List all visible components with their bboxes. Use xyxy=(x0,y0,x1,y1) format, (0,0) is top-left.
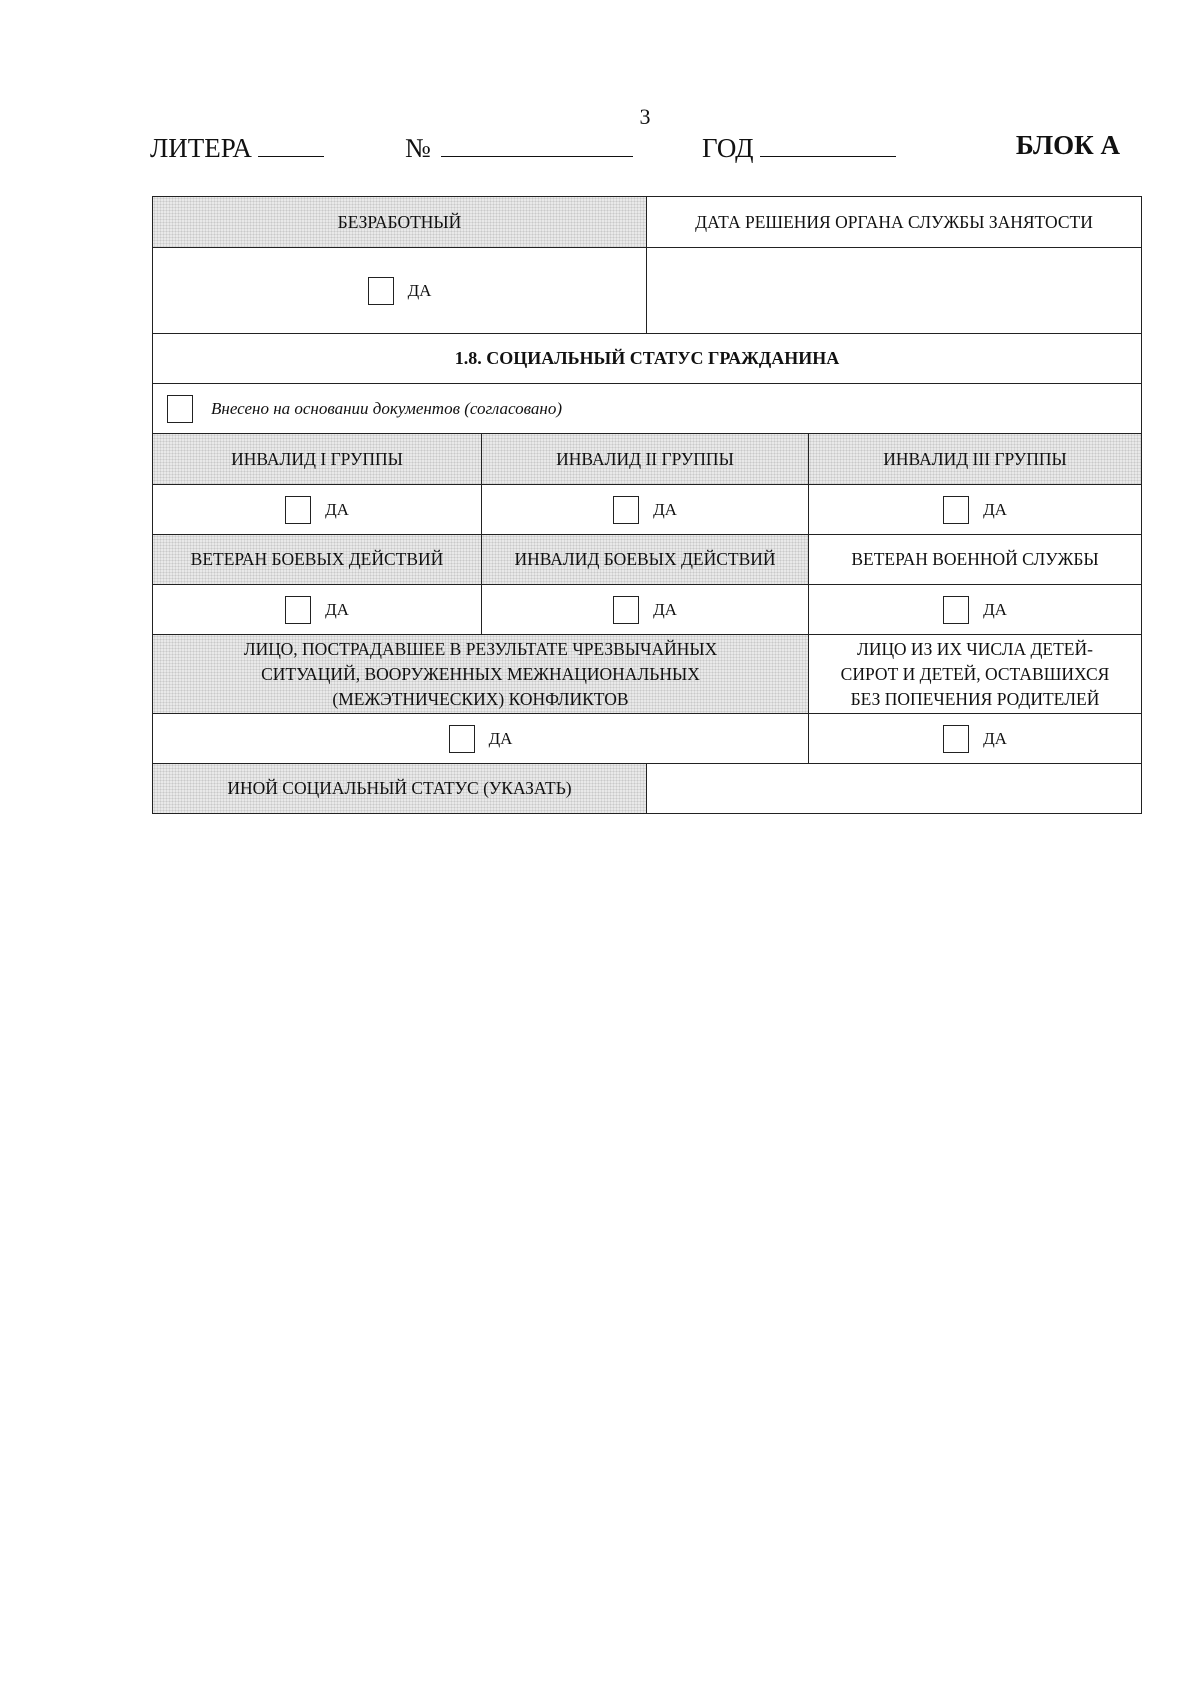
emergency-victim-cell xyxy=(153,714,808,763)
unemployed-yes-label: ДА xyxy=(407,280,432,300)
disability-group-2-label: ИНВАЛИД II ГРУППЫ xyxy=(481,434,808,484)
military-veteran-checkbox[interactable] xyxy=(943,596,969,624)
unemployed-header-row xyxy=(153,197,1141,247)
disability-group-2-checkbox[interactable] xyxy=(613,496,639,524)
disability-group-3-label: ИНВАЛИД III ГРУППЫ xyxy=(808,434,1141,484)
disability-group-3-checkbox[interactable] xyxy=(943,496,969,524)
other-status-input[interactable] xyxy=(646,764,1141,813)
emergency-victim-line-2: СИТУАЦИЙ, ВООРУЖЕННЫХ МЕЖНАЦИОНАЛЬНЫХ xyxy=(261,663,700,684)
disability-group-2-cell xyxy=(481,485,808,534)
disability-header-row xyxy=(153,433,1141,484)
orphan-line-1: ЛИЦО ИЗ ИХ ЧИСЛА ДЕТЕЙ- xyxy=(857,638,1093,659)
military-veteran-yes: ДА xyxy=(983,599,1007,619)
special-category-header-row xyxy=(153,634,1141,713)
combat-disabled-yes: ДА xyxy=(653,599,677,619)
veteran-header-row xyxy=(153,534,1141,584)
orphan-yes: ДА xyxy=(983,728,1007,748)
form-header xyxy=(150,130,1120,170)
other-status-row xyxy=(153,763,1141,813)
disability-group-1-yes: ДА xyxy=(325,499,349,519)
year-blank[interactable] xyxy=(760,130,896,157)
year-field xyxy=(702,130,896,164)
orphan-checkbox[interactable] xyxy=(943,725,969,753)
social-status-form xyxy=(152,196,1142,814)
document-note-text: Внесено на основании документов (согласовано) xyxy=(211,398,562,418)
emergency-victim-checkbox[interactable] xyxy=(449,725,475,753)
number-blank[interactable] xyxy=(441,130,633,157)
other-status-label: ИНОЙ СОЦИАЛЬНЫЙ СТАТУС (УКАЗАТЬ) xyxy=(153,764,646,813)
decision-date-label: ДАТА РЕШЕНИЯ ОРГАНА СЛУЖБЫ ЗАНЯТОСТИ xyxy=(646,197,1141,247)
combat-veteran-cell xyxy=(153,585,481,634)
emergency-victim-text xyxy=(244,637,718,712)
disability-value-row xyxy=(153,484,1141,534)
block-label: БЛОК А xyxy=(1015,130,1120,160)
emergency-victim-line-3: (МЕЖЭТНИЧЕСКИХ) КОНФЛИКТОВ xyxy=(332,688,629,709)
disability-group-1-label: ИНВАЛИД I ГРУППЫ xyxy=(153,434,481,484)
litera-blank[interactable] xyxy=(258,130,324,157)
combat-disabled-label: ИНВАЛИД БОЕВЫХ ДЕЙСТВИЙ xyxy=(481,535,808,584)
special-category-value-row xyxy=(153,713,1141,763)
orphan-line-3: БЕЗ ПОПЕЧЕНИЯ РОДИТЕЛЕЙ xyxy=(850,688,1100,709)
year-label: ГОД xyxy=(702,133,754,163)
military-veteran-cell xyxy=(808,585,1141,634)
orphan-cell xyxy=(808,714,1141,763)
orphan-label xyxy=(808,635,1141,713)
page-number: 3 xyxy=(639,104,651,129)
orphan-line-2: СИРОТ И ДЕТЕЙ, ОСТАВШИХСЯ xyxy=(840,663,1110,684)
emergency-victim-yes: ДА xyxy=(488,728,513,748)
litera-label: ЛИТЕРА xyxy=(150,133,252,163)
orphan-text xyxy=(841,637,1110,712)
emergency-victim-line-1: ЛИЦО, ПОСТРАДАВШЕЕ В РЕЗУЛЬТАТЕ ЧРЕЗВЫЧАЙНЫХ xyxy=(243,638,718,659)
unemployed-label: БЕЗРАБОТНЫЙ xyxy=(153,197,646,247)
unemployed-yes-cell xyxy=(153,248,646,333)
litera-field xyxy=(150,130,324,164)
document-note-row xyxy=(153,383,1141,433)
disability-group-3-cell xyxy=(808,485,1141,534)
section-title: 1.8. СОЦИАЛЬНЫЙ СТАТУС ГРАЖДАНИНА xyxy=(454,348,840,368)
number-label: № xyxy=(405,133,431,163)
document-note-cell xyxy=(153,384,1141,433)
combat-disabled-checkbox[interactable] xyxy=(613,596,639,624)
disability-group-1-checkbox[interactable] xyxy=(285,496,311,524)
veteran-value-row xyxy=(153,584,1141,634)
emergency-victim-label xyxy=(153,635,808,713)
combat-veteran-label: ВЕТЕРАН БОЕВЫХ ДЕЙСТВИЙ xyxy=(153,535,481,584)
military-veteran-label: ВЕТЕРАН ВОЕННОЙ СЛУЖБЫ xyxy=(808,535,1141,584)
disability-group-2-yes: ДА xyxy=(653,499,677,519)
number-field xyxy=(405,130,633,164)
decision-date-input[interactable] xyxy=(646,248,1141,333)
unemployed-value-row xyxy=(153,247,1141,333)
document-confirmed-checkbox[interactable] xyxy=(167,395,193,423)
combat-disabled-cell xyxy=(481,585,808,634)
disability-group-1-cell xyxy=(153,485,481,534)
disability-group-3-yes: ДА xyxy=(983,499,1007,519)
combat-veteran-checkbox[interactable] xyxy=(285,596,311,624)
section-title-row xyxy=(153,333,1141,383)
unemployed-checkbox[interactable] xyxy=(368,277,394,305)
combat-veteran-yes: ДА xyxy=(325,599,349,619)
